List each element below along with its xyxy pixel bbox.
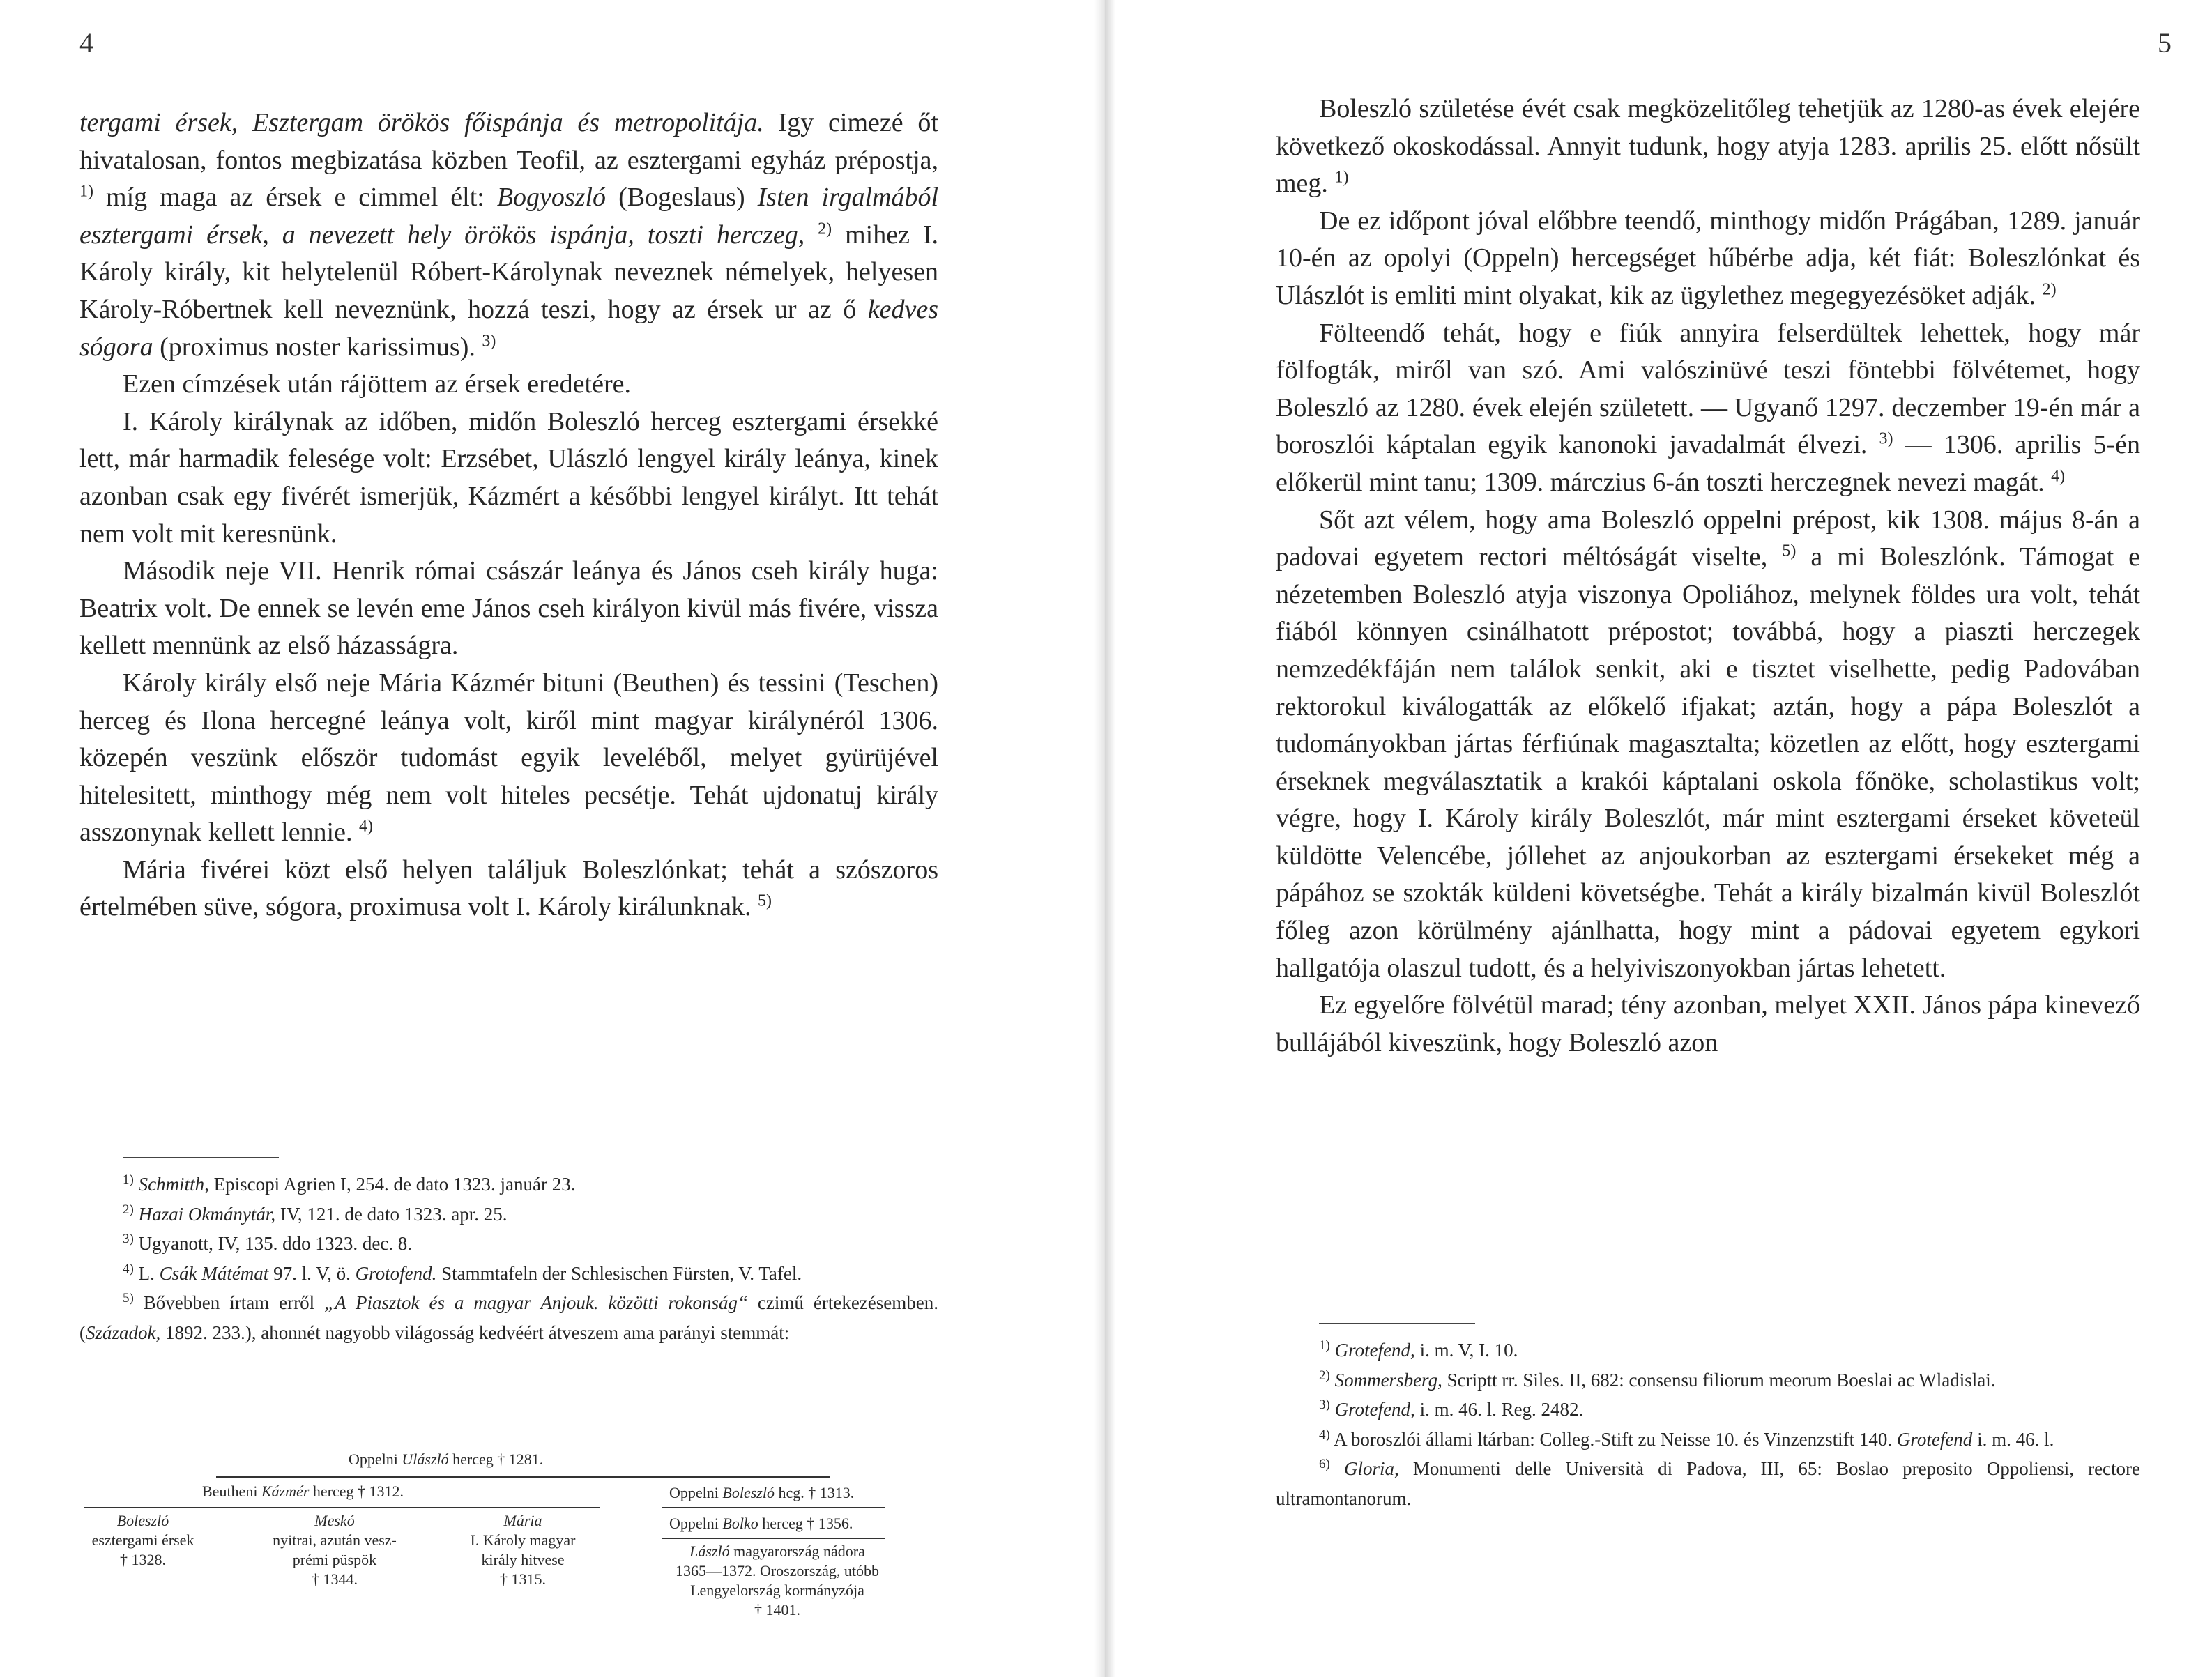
footnote-ref: 3) [1879,429,1893,448]
stemma-person-detail: † 1328. [120,1551,166,1568]
text-run: herceg † 1312. [309,1483,404,1500]
text-run [134,1174,139,1195]
footnote-ref: 2) [123,1202,134,1217]
text-run [1330,1399,1335,1420]
text-run: herceg † 1281. [448,1450,544,1468]
text-run [134,1204,139,1225]
footnote-ref: 5) [757,891,772,910]
footnote [1276,1335,2140,1365]
italic-text: Isten irgalmából esztergami érsek, a nevezett hely örökös ispánja, toszti herczeg, [79,183,939,250]
stemma-person-detail: 1365—1372. Oroszország, utóbb [675,1562,880,1579]
stemma-bolko [669,1514,853,1533]
italic-text: Grotefend, [1334,1340,1415,1361]
footnote-ref: 4) [359,817,373,836]
text-run: Oppelni [349,1450,402,1468]
body-paragraph [79,665,938,852]
stemma-person-detail: † 1315. [500,1570,546,1588]
footnote-ref: 4) [2051,467,2066,486]
text-run [1330,1458,1344,1479]
body-paragraph [1276,203,2140,315]
stemma-oppelni-boleszlo [669,1483,854,1503]
text-run: czimű értekezésemben. ( [79,1292,938,1343]
italic-text: Boleszló [722,1484,775,1501]
footnote-ref: 2) [1319,1368,1330,1383]
footnote-ref: 1) [123,1172,134,1187]
italic-text: Csák Mátémat [159,1262,269,1284]
footnote-ref: 2) [2042,280,2057,299]
italic-text: Ulászló [402,1450,449,1468]
footnote-ref: 2) [818,220,832,238]
text-run: (Bogeslaus) [606,183,758,213]
text-run: Mária fivérei közt első helyen találjuk Boleszlónkat; tehát a szószoros értelmében süve, sógora, proximusa volt I. Károly királunknak. [79,855,938,922]
footnote-ref: 1) [1319,1338,1330,1353]
text-run: Scriptt rr. Siles. II, 682: consensu filiorum meorum Boeslai ac Wladislai. [1442,1369,1996,1391]
italic-text: Bolko [722,1515,758,1532]
italic-text: Grotofend. [355,1262,437,1284]
stemma-person-detail: † 1401. [754,1601,800,1618]
footnote [1276,1365,2140,1395]
stemma-person-name: Boleszló [116,1512,169,1529]
text-run: (proximus noster karissimus). [153,332,482,362]
stemma-person-detail: Lengyelország kormányzója [690,1582,864,1599]
text-run: Sőt azt vélem, hogy ama Boleszló oppelni prépost, kik 1308. május 8-án a padovai egyetem rectori méltóságát viselte, [1276,505,2140,572]
body-paragraph [79,852,938,926]
text-run: Oppelni [669,1515,723,1532]
footnote-ref: 4) [1319,1427,1330,1442]
genealogy-stemma [70,1450,948,1659]
right-footnotes [1276,1323,2140,1513]
stemma-person-name-line [648,1542,906,1561]
footnote [79,1259,938,1289]
italic-text: Hazai Okmánytár, [138,1203,276,1225]
text-run: I. Károly királynak az időben, midőn Boleszló herceg esztergami érsekké lett, már harmadik felesége volt: Erzsébet, Ulászló lengyel király leánya, kinek azonban csak egy fivérét ismerjük, Kázmért a későbbi lengyel királyt. Itt tehát nem volt mit keresnünk. [79,406,938,549]
footnote-ref: 1) [1334,168,1349,187]
right-body-text [1276,91,2140,1062]
italic-text: Sommersberg, [1334,1369,1442,1391]
footnote-ref: 3) [1319,1398,1330,1412]
italic-text: Bogyoszló [496,183,607,213]
body-paragraph [1276,502,2140,988]
stemma-line [216,1476,830,1478]
footnote-ref: 5) [1782,542,1797,560]
text-run: i. m. 46. l. Reg. 2482. [1414,1399,1584,1420]
footnote-rule [123,1157,279,1158]
body-paragraph [1276,91,2140,203]
footnote-ref: 1) [79,182,93,201]
body-paragraph [79,105,938,366]
text-run: Monumenti delle Università di Padova, III, 65: Boslao preposito Oppoliensi, rectore ultramontanorum. [1276,1458,2141,1509]
right-page-number: 5 [2158,27,2172,59]
text-run: magyarország nádora [729,1542,865,1560]
stemma-line [662,1507,885,1508]
stemma-laszlo [648,1542,906,1620]
body-paragraph [79,553,938,665]
stemma-person-detail: király hitvese [481,1551,565,1568]
text-run: Károly király első neje Mária Kázmér bituni (Beuthen) és tessini (Teschen) herceg és Ilona hercegné leánya volt, kiről mint magyar királynéról 1306. közepén veszünk először tudomást egyik leveléből, melyet gyürüjével hitelesitett, minthogy még nem volt hiteles pecsétje. Tehát ujdonatuj király asszonynak kellett lennie. [79,668,938,848]
italic-text: Grotefend, [1334,1399,1415,1420]
text-run: Beutheni [202,1483,261,1500]
footnote [1276,1454,2140,1513]
text-run: i. m. 46. l. [1972,1428,2054,1450]
stemma-line [662,1538,885,1539]
text-run: mihez I. Károly király, kit helytelenül Róbert-Károlynak neveznek némelyek, helyesen Károly-Róbertnek kell neveznünk, hozzá teszi, hogy az érsek ur az ő [79,220,939,324]
text-run [1330,1340,1335,1361]
text-run: Oppelni [669,1484,723,1501]
footnote-ref: 4) [123,1261,134,1276]
left-footnotes [79,1157,938,1347]
left-page-number: 4 [79,27,93,59]
text-run: Igy cimezé őt hivatalosan, fontos megbizatása közben Teofil, az esztergami egyház prépostja, [79,108,938,175]
italic-text: Schmitth, [138,1174,209,1195]
text-run: Második neje VII. Henrik római császár leánya és János cseh király huga: Beatrix volt. De ennek se levén eme János cseh királyon kivül más fivére, vissza kellett mennünk az első házasságra. [79,556,938,661]
stemma-person-detail: prémi püspök [292,1551,377,1568]
footnote-ref: 3) [482,331,496,350]
text-run: a mi Boleszlónk. Támogat e nézetemben Boleszló atyja viszonya Opoliához, melynek földes ura volt, tehát fiából könnyen csinálhatott prépostot; továbbá, hogy a piaszti herczegek nemzedékfáján nem találok senkit, aki e tisztet viselhette, pedig Padovában rektorokul kiválogatták az előkelő ifjakat; aztán, hogy a pápa Boleszlót a tudományokban jártas férfiúnak magasztalta; közetlen az előtt, hogy esztergami érseknek megválasztatik a krakói káptalani oskola főnöke, scholastikus volt; végre, hogy I. Károly király Boleszlót, már mint esztergami érseket követeül küldötte Velencébe, jóllehet az anjoukorban az esztergami érsekeket még a pápához se szokták küldeni követségbe. Tehát a király bizalmán kivül Boleszlót főleg azon körülmény ajánlhatta, hogy mint a pádovai egyetem egykori hallgatója olaszul tudott, és a helyiviszonyokban jártas lehetett. [1276,542,2140,983]
italic-text: Századok, [86,1322,161,1343]
stemma-person-detail: I. Károly magyar [470,1531,576,1549]
italic-text: László [689,1542,730,1560]
footnote [1276,1425,2140,1455]
left-body-text [79,105,938,926]
text-run: De ez időpont jóval előbbre teendő, minthogy midőn Prágában, 1289. január 10-én az opolyi (Oppeln) hercegséget hűbérbe adja, két fiát: Boleszlónkat és Ulászlót is emliti mint olyakat, kik az ügylethez megegyezésöket adják. [1276,206,2140,310]
text-run: míg maga az érsek e cimmel élt: [93,183,497,213]
text-run: 97. l. V, ö. [268,1262,356,1284]
footnote-rule [1319,1323,1475,1324]
footnote [79,1229,938,1259]
stemma-line [84,1507,600,1508]
text-run: — 1306. aprilis 5-én előkerül mint tanu; 1309. márczius 6-án toszti herczegnek nevezi magát. [1276,430,2140,497]
body-paragraph [1276,315,2140,502]
text-run: Ugyanott, IV, 135. ddo 1323. dec. 8. [133,1233,413,1254]
stemma-person-name: Meskó [314,1512,355,1529]
text-run [804,220,818,250]
footnote [79,1170,938,1200]
stemma-child-boleszlo [70,1511,216,1570]
stemma-child-mesko [244,1511,425,1589]
text-run: hcg. † 1313. [774,1484,855,1501]
text-run: Ez egyelőre fölvétül marad; tény azonban, melyet XXII. János pápa kinevező bullájából kiveszünk, hogy Boleszló azon [1276,990,2140,1057]
stemma-root [349,1450,543,1469]
stemma-person-detail: nyitrai, azután vesz- [273,1531,397,1549]
footnote-ref: 5) [123,1291,134,1305]
italic-text: Gloria, [1343,1458,1399,1479]
italic-text: tergami érsek, Esztergam örökös főispánja és metropolitája. [79,108,764,137]
footnote [79,1288,938,1347]
italic-text: „A Piasztok és a magyar Anjouk. közötti rokonság“ [324,1292,748,1313]
right-page [1106,0,2212,1677]
text-run: Episcopi Agrien I, 254. de dato 1323. január 23. [208,1174,576,1195]
italic-text: Grotefend [1896,1428,1973,1450]
footnote-ref: 6) [1319,1457,1330,1471]
stemma-person-name: Mária [503,1512,542,1529]
footnote-ref: 3) [123,1232,134,1246]
italic-text: Kázmér [261,1483,310,1500]
text-run: Ezen címzések után rájöttem az érsek eredetére. [123,369,631,399]
body-paragraph [79,404,938,553]
stemma-person-detail: † 1344. [312,1570,358,1588]
body-paragraph [1276,987,2140,1062]
text-run: IV, 121. de dato 1323. apr. 25. [275,1203,508,1225]
text-run [1330,1370,1335,1391]
footnote [79,1200,938,1230]
italic-text: kedves sógora [79,294,938,362]
text-run: Boleszló születése évét csak megközelitőleg tehetjük az 1280-as évek elejére következő okoskodással. Annyit tudunk, hogy atyja 1283. aprilis 25. előtt nősült meg. [1276,94,2140,199]
text-run: Stammtafeln der Schlesischen Fürsten, V. Tafel. [436,1262,802,1284]
stemma-beutheni [202,1482,404,1501]
stemma-child-maria [432,1511,613,1589]
body-paragraph [79,366,938,404]
footnote [1276,1395,2140,1425]
text-run: Bővebben írtam erről [133,1292,325,1313]
text-run: L. [133,1262,160,1284]
text-run: i. m. V, I. 10. [1414,1340,1518,1361]
stemma-person-detail: esztergami érsek [91,1531,194,1549]
text-run: 1892. 233.), ahonnét nagyobb világosság kedvéért átveszem ama parányi stemmát: [160,1322,790,1343]
text-run: A boroszlói állami ltárban: Colleg.-Stift zu Neisse 10. és Vinzenzstift 140. [1329,1428,1897,1450]
text-run: herceg † 1356. [758,1515,853,1532]
text-run: Fölteendő tehát, hogy e fiúk annyira felserdültek lehettek, hogy már fölfogták, miről van szó. Ami valószinüvé teszi föntebbi fölvétemet, hogy Boleszló az 1280. évek elején született. — Ugyanő 1297. deczember 19-én már a boroszlói káptalan egyik kanonoki javadalmát élvezi. [1276,318,2140,460]
